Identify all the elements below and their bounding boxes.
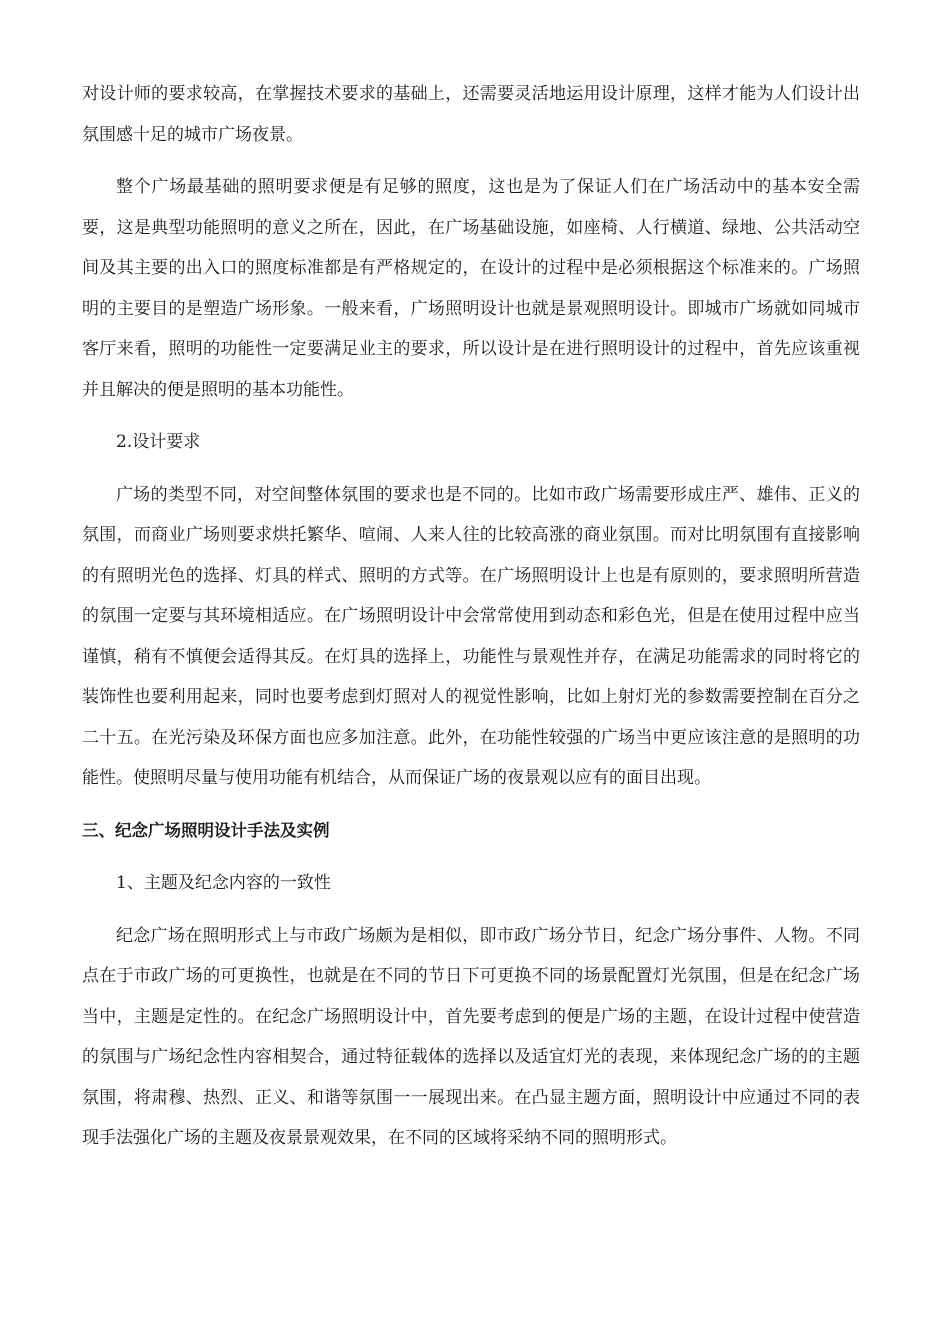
subheading-theme-consistency: 1、主题及纪念内容的一致性 <box>116 873 331 893</box>
paragraph-memorial-lighting: 纪念广场在照明形式上与市政广场颇为是相似，即市政广场分节日，纪念广场分事件、人物。不同点在于市政广场的可更换性，也就是在不同的节日下可更换不同的场景配置灯光氛围，但是在纪念广场当中，主题是定性的。在纪念广场照明设计中，首先要考虑到的便是广场的主题，在设计过程中使营造的氛围与广场纪念性内容相契合，通过特征载体的选择以及适宜灯光的表现，来体现纪念广场的的主题氛围，将肃穆、热烈、正义、和谐等氛围一一展现出来。在凸显主题方面，照明设计中应通过不同的表现手法强化广场的主题及夜景景观效果，在不同的区域将采纳不同的照明形式。 <box>82 925 860 1148</box>
document-page <box>82 74 860 1159</box>
subheading-design-requirements: 2.设计要求 <box>116 432 201 452</box>
paragraph-continuation: 对设计师的要求较高，在掌握技术要求的基础上，还需要灵活地运用设计原理，这样才能为人们设计出氛围感十足的城市广场夜景。 <box>82 84 860 145</box>
paragraph-illuminance: 整个广场最基础的照明要求便是有足够的照度，这也是为了保证人们在广场活动中的基本安全需要，这是典型功能照明的意义之所在，因此，在广场基础设施，如座椅、人行横道、绿地、公共活动空间及其主要的出入口的照度标准都是有严格规定的，在设计的过程中是必须根据这个标准来的。广场照明的主要目的是塑造广场形象。一般来看，广场照明设计也就是景观照明设计。即城市广场就如同城市客厅来看，照明的功能性一定要满足业主的要求，所以设计是在进行照明设计的过程中，首先应该重视并且解决的便是照明的基本功能性。 <box>82 177 860 400</box>
paragraph-square-types: 广场的类型不同，对空间整体氛围的要求也是不同的。比如市政广场需要形成庄严、雄伟、正义的氛围，而商业广场则要求烘托繁华、喧闹、人来人往的比较高涨的商业氛围。而对比明氛围有直接影响的有照明光色的选择、灯具的样式、照明的方式等。在广场照明设计上也是有原则的，要求照明所营造的氛围一定要与其环境相适应。在广场照明设计中会常常使用到动态和彩色光，但是在使用过程中应当谨慎，稍有不慎便会适得其反。在灯具的选择上，功能性与景观性并存，在满足功能需求的同时将它的装饰性也要利用起来，同时也要考虑到灯照对人的视觉性影响，比如上射灯光的参数需要控制在百分之二十五。在光污染及环保方面也应多加注意。此外，在功能性较强的广场当中更应该注意的是照明的功能性。使照明尽量与使用功能有机结合，从而保证广场的夜景观以应有的面目出现。 <box>82 484 860 788</box>
section-heading-memorial-square: 三、纪念广场照明设计手法及实例 <box>82 820 330 840</box>
